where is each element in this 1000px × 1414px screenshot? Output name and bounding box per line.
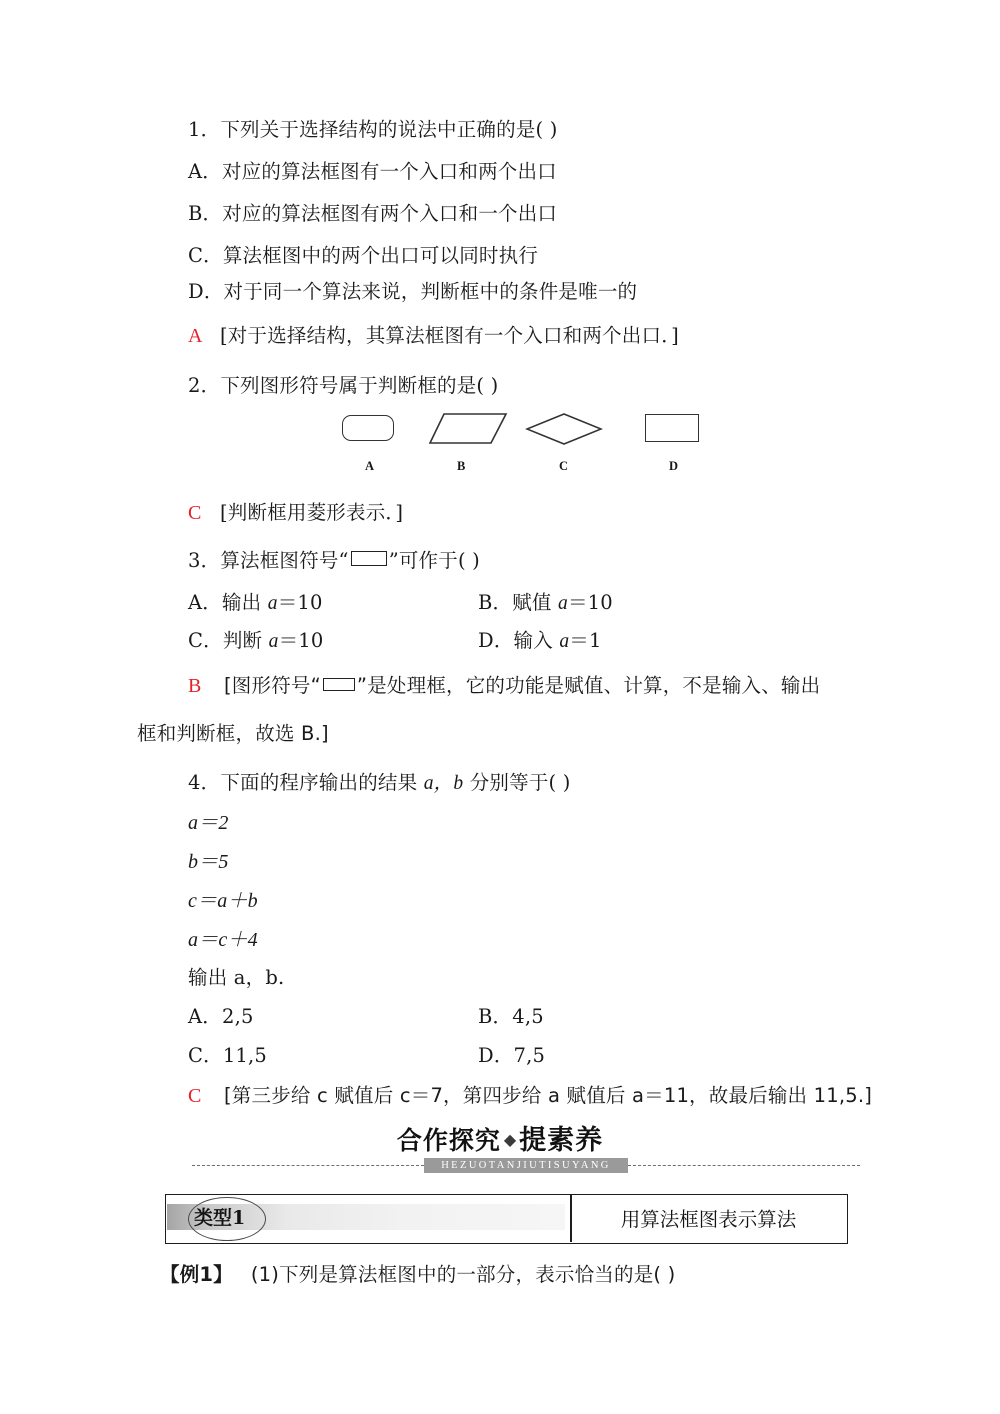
banner-pinyin: HEZUOTANJIUTISUYANG	[424, 1158, 628, 1173]
question-1-stem-text: 下列关于选择结构的说法中正确的是( )	[220, 118, 558, 141]
banner-arrow-icon: ◆	[503, 1130, 517, 1149]
question-1-option-a[interactable]: A．对应的算法框图有一个入口和两个出口	[188, 160, 557, 183]
type-table-left-cell	[166, 1195, 570, 1242]
type-table-title: 用算法框图表示算法	[620, 1208, 797, 1232]
program-line-4: a＝c＋4	[188, 929, 258, 951]
question-3-option-a[interactable]	[188, 590, 323, 617]
type-label: 类型1	[194, 1207, 246, 1229]
section-banner	[0, 1118, 1000, 1184]
question-4-stem-vars: a，b	[423, 773, 464, 794]
question-2-answer-mark: C	[188, 502, 202, 524]
question-3-option-d-label: D．输入	[478, 629, 560, 652]
question-1-option-b[interactable]: B．对应的算法框图有两个入口和一个出口	[188, 202, 558, 225]
question-1-option-d[interactable]: D．对于同一个算法来说，判断框中的条件是唯一的	[188, 280, 638, 303]
question-4-number: 4．	[188, 771, 221, 794]
banner-title	[0, 1118, 1000, 1157]
process-box-icon-inline	[323, 678, 355, 691]
question-1-number: 1．	[188, 118, 221, 141]
question-3-answer-after: ”是处理框，它的功能是赋值、计算，不是输入、输出	[356, 674, 821, 697]
question-2-answer-body: [判断框用菱形表示．]	[220, 501, 404, 524]
shape-rectangle-icon	[645, 414, 699, 442]
shape-label-b: B	[457, 459, 466, 473]
question-4-option-c[interactable]: C．11,5	[188, 1044, 268, 1067]
program-line-5: 输出 a，b.	[188, 966, 285, 989]
question-3-option-c-label: C．判断	[188, 629, 269, 652]
question-1-answer-body: [对于选择结构，其算法框图有一个入口和两个出口．]	[220, 324, 679, 347]
question-3-stem	[188, 548, 480, 574]
question-2-number: 2．	[188, 374, 221, 397]
question-3-option-a-label: A．输出	[188, 591, 268, 614]
question-3-option-c-var: a	[268, 631, 279, 652]
question-3-number: 3．	[188, 549, 221, 572]
question-3-option-d-rest: ＝1	[569, 629, 602, 652]
question-4-stem	[188, 770, 571, 797]
question-2-stem-text: 下列图形符号属于判断框的是( )	[220, 374, 499, 397]
question-1-option-c[interactable]: C．算法框图中的两个出口可以同时执行	[188, 244, 539, 267]
program-line-2: b＝5	[188, 851, 229, 873]
example-1-text: (1)下列是算法框图中的一部分，表示恰当的是( )	[250, 1263, 676, 1286]
question-3-option-a-var: a	[267, 593, 278, 614]
example-1-tag: 【例1】	[160, 1263, 233, 1286]
question-4-option-a[interactable]: A．2,5	[188, 1005, 254, 1028]
question-3-option-b[interactable]	[478, 590, 613, 617]
banner-bar-row	[0, 1158, 1000, 1174]
example-1-line	[160, 1262, 675, 1288]
shape-diamond-icon	[525, 412, 603, 446]
question-3-answer-mark: B	[188, 675, 202, 697]
question-3-option-b-var: a	[558, 593, 568, 614]
question-4-stem-after: 分别等于( )	[463, 771, 571, 794]
banner-dashed-line-right	[628, 1165, 860, 1166]
question-4-stem-before: 下面的程序输出的结果	[220, 771, 424, 794]
shape-label-a: A	[365, 459, 375, 473]
question-1-stem	[188, 117, 558, 143]
question-3-answer-line1	[224, 673, 820, 699]
question-3-option-d[interactable]	[478, 628, 602, 655]
type-table	[165, 1194, 848, 1244]
question-4-option-b[interactable]: B．4,5	[478, 1005, 544, 1028]
question-3-option-d-var: a	[559, 631, 570, 652]
question-3-option-c-rest: ＝10	[278, 629, 324, 652]
program-line-3: c＝a＋b	[188, 890, 258, 912]
program-line-1: a＝2	[188, 812, 229, 834]
shape-parallelogram-icon	[428, 412, 508, 446]
question-3-answer-before: [图形符号“	[224, 674, 321, 697]
question-3-option-c[interactable]	[188, 628, 324, 655]
question-3-option-b-rest: ＝10	[567, 591, 613, 614]
banner-title-part2: 提素养	[519, 1125, 604, 1156]
question-4-answer-body: [第三步给 c 赋值后 c＝7，第四步给 a 赋值后 a＝11，故最后输出 11,5.]	[224, 1084, 873, 1107]
question-3-stem-before: 算法框图符号“	[220, 549, 349, 572]
question-3-answer-line2: 框和判断框，故选 B.]	[137, 722, 329, 745]
question-1-answer-mark: A	[188, 325, 203, 347]
question-4-answer-mark: C	[188, 1085, 202, 1107]
shape-label-d: D	[669, 459, 679, 473]
question-3-stem-after: ”可作于( )	[388, 549, 480, 572]
question-3-option-b-label: B．赋值	[478, 591, 559, 614]
question-4-option-d[interactable]: D．7,5	[478, 1044, 546, 1067]
shape-label-c: C	[559, 459, 569, 473]
question-3-option-a-rest: ＝10	[277, 591, 323, 614]
shape-rounded-rectangle-icon	[342, 415, 394, 441]
process-box-icon	[351, 551, 387, 566]
banner-dashed-line-left	[192, 1165, 424, 1166]
banner-title-part1: 合作探究	[396, 1126, 501, 1155]
question-2-stem	[188, 373, 498, 399]
